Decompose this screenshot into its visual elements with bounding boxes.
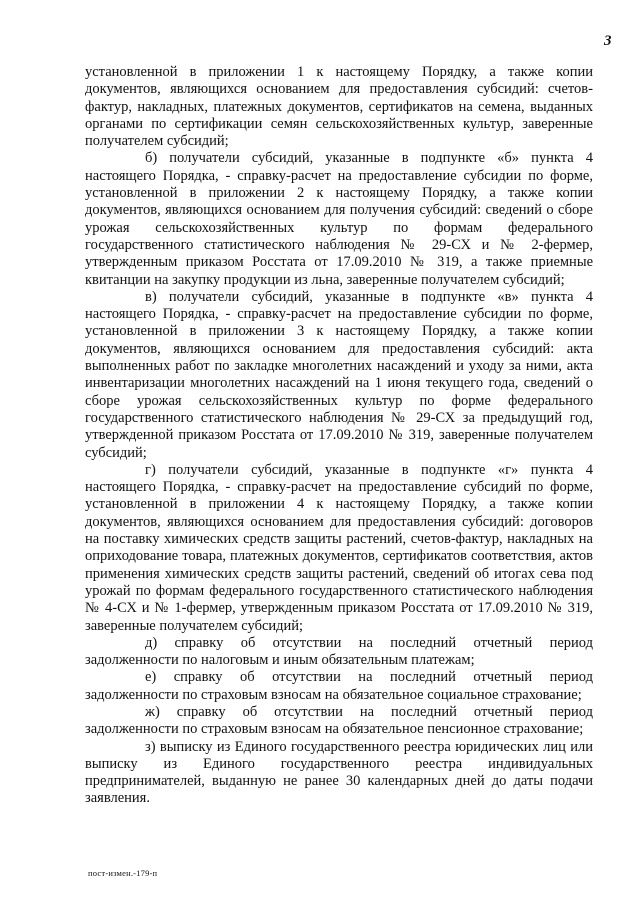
- page-number: 3: [604, 33, 612, 49]
- paragraph-v: в) получатели субсидий, указанные в подпункте «в» пункта 4 настоящего Порядка, - справку-расчет на предоставление субсидии по форме, установленной в приложении 3 к настоящему Порядку, а также копии документов, являющихся основанием для предоставления субсидий: акта выполненных работ по закладке многолетних насаждений и уходу за ними, акта инвентаризации многолетних насаждений на 1 июня текущего года, сведений о сборе урожая сельскохозяйственных культур по форме федерального государственного статистического наблюдения № 29-СХ за предыдущий год, утвержденной приказом Росстата от 17.09.2010 № 319, заверенные получателем субсидий;: [85, 288, 593, 461]
- paragraph-z: з) выписку из Единого государственного реестра юридических лиц или выписку из Единого государственного реестра индивидуальных предпринимателей, выданную не ранее 30 календарных дней до даты подачи заявления.: [85, 738, 593, 807]
- paragraph-continuation: установленной в приложении 1 к настоящему Порядку, а также копии документов, являющихся основанием для предоставления субсидий: счетов-фактур, накладных, платежных документов, сертификатов на семена, выданных органами по сертификации семян сельскохозяйственных культур, заверенные получателем субсидий;: [85, 64, 593, 150]
- footer-doc-code: пост-измен.-179-п: [88, 868, 158, 878]
- paragraph-d: д) справку об отсутствии на последний отчетный период задолженности по налоговым и иным обязательным платежам;: [85, 634, 593, 669]
- paragraph-zh: ж) справку об отсутствии на последний отчетный период задолженности по страховым взносам на обязательное пенсионное страхование;: [85, 703, 593, 738]
- paragraph-b: б) получатели субсидий, указанные в подпункте «б» пункта 4 настоящего Порядка, - справку-расчет на предоставление субсидии по форме, установленной в приложении 2 к настоящему Порядку, а также копии документов, являющихся основанием для получения субсидий: сведений о сборе урожая сельскохозяйственных культур по формам федерального государственного статистического наблюдения № 29-СХ и № 2-фермер, утвержденным приказом Росстата от 17.09.2010 № 319, а также приемные квитанции на закупку продукции из льна, заверенные получателем субсидий;: [85, 150, 593, 288]
- paragraph-e: е) справку об отсутствии на последний отчетный период задолженности по страховым взносам на обязательное социальное страхование;: [85, 669, 593, 703]
- document-body: [85, 64, 593, 808]
- paragraph-g: г) получатели субсидий, указанные в подпункте «г» пункта 4 настоящего Порядка, - справку-расчет на предоставление субсидий по форме, установленной в приложении 4 к настоящему Порядку, а также копии документов, являющихся основанием для предоставления субсидий: договоров на поставку химических средств защиты растений, счетов-фактур, накладных на оприходование товара, платежных документов, сертификатов соответствия, актов применения химических средств защиты растений, сведений об итогах сева под урожай по формам федерального государственного статистического наблюдения № 4-СХ и № 1-фермер, утвержденным приказом Росстата от 17.09.2010 № 319, заверенные получателем субсидий;: [85, 461, 593, 634]
